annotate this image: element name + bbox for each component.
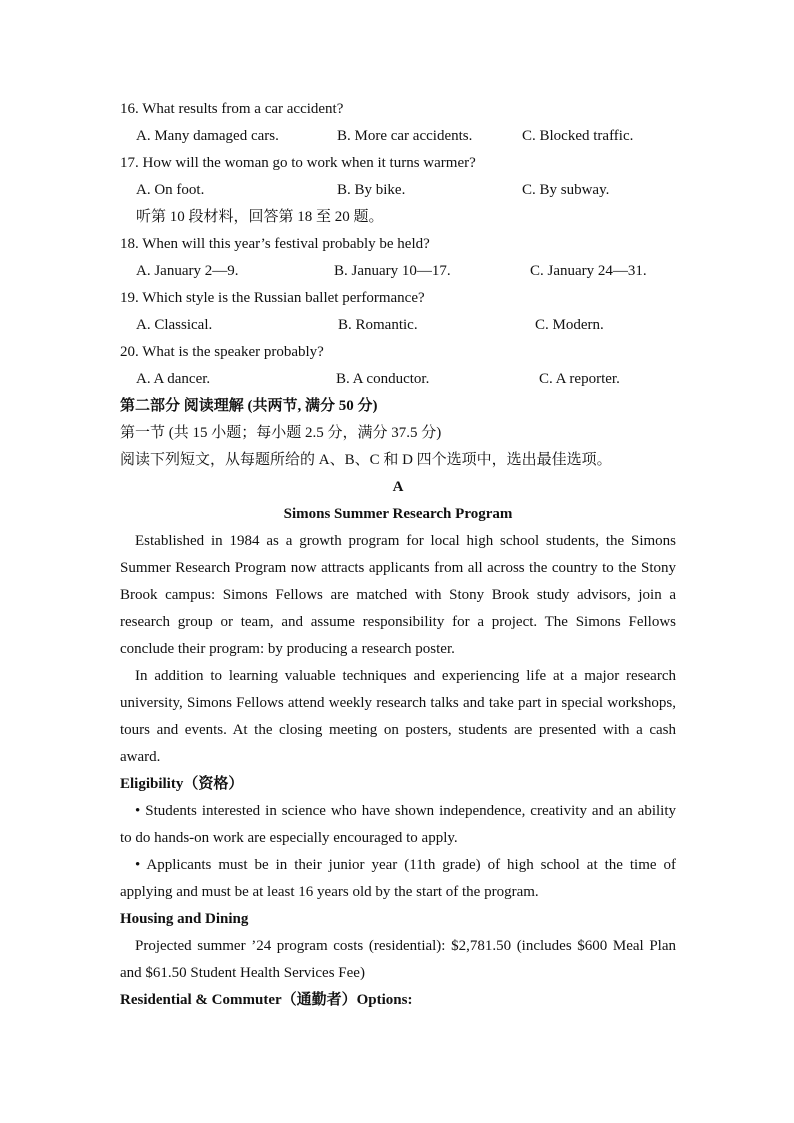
option-a: A. On foot. <box>136 182 205 198</box>
option-c: C. Modern. <box>535 317 604 333</box>
passage-letter: A <box>392 479 404 495</box>
eligibility-heading: Eligibility（资格） <box>120 776 244 792</box>
listening-instruction: 听第 10 段材料，回答第 18 至 20 题。 <box>136 209 384 225</box>
passage-title: Simons Summer Research Program <box>283 506 513 522</box>
question-16-options <box>120 123 676 150</box>
option-b: B. Romantic. <box>338 317 418 333</box>
option-b: B. January 10—17. <box>334 263 451 279</box>
reading-instruction: 阅读下列短文，从每题所给的 A、B、C 和 D 四个选项中，选出最佳选项。 <box>120 452 612 468</box>
question-16: 16. What results from a car accident? <box>120 101 344 117</box>
question-18: 18. When will this year’s festival probably be held? <box>120 236 430 252</box>
options-heading: Residential & Commuter（通勤者）Options: <box>120 992 413 1008</box>
section-title: 第二部分 阅读理解 (共两节, 满分 50 分) <box>120 398 378 414</box>
option-a: A. A dancer. <box>136 371 211 387</box>
option-c: C. By subway. <box>522 182 610 198</box>
eligibility-bullet-2: • Applicants must be in their junior year (11th grade) of high school at the time of applying and must be at least 16 years old by the start of the program. <box>120 857 676 900</box>
option-a: A. Classical. <box>136 317 213 333</box>
question-17-options <box>120 177 676 204</box>
question-17: 17. How will the woman go to work when it turns warmer? <box>120 155 476 171</box>
paragraph-1: Established in 1984 as a growth program for local high school students, the Simons Summer Research Program now attracts applicants from all across the country to the Stony Brook campus: Simons Fellows are matched with Stony Brook study advisors, join a research group or team, and assume responsibility for a project. The Simons Fellows conclude their program: by producing a research poster. <box>120 533 676 657</box>
option-a: A. Many damaged cars. <box>136 128 279 144</box>
option-c: C. A reporter. <box>539 371 620 387</box>
subsection-title: 第一节 (共 15 小题；每小题 2.5 分，满分 37.5 分) <box>120 425 442 441</box>
option-b: B. A conductor. <box>336 371 430 387</box>
option-b: B. More car accidents. <box>337 128 473 144</box>
question-19-options <box>120 312 676 339</box>
option-c: C. January 24—31. <box>530 263 647 279</box>
option-b: B. By bike. <box>337 182 406 198</box>
housing-text: Projected summer ’24 program costs (residential): $2,781.50 (includes $600 Meal Plan and $61.50 Student Health Services Fee) <box>120 938 676 981</box>
housing-heading: Housing and Dining <box>120 911 249 927</box>
page-content <box>120 96 676 1014</box>
option-a: A. January 2—9. <box>136 263 239 279</box>
question-19: 19. Which style is the Russian ballet performance? <box>120 290 425 306</box>
question-20: 20. What is the speaker probably? <box>120 344 324 360</box>
eligibility-bullet-1: • Students interested in science who have shown independence, creativity and an ability to do hands-on work are especially encouraged to apply. <box>120 803 676 846</box>
option-c: C. Blocked traffic. <box>522 128 634 144</box>
question-18-options <box>120 258 676 285</box>
paragraph-2: In addition to learning valuable techniques and experiencing life at a major research university, Simons Fellows attend weekly research talks and take part in special workshops, tours and events. At the closing meeting on posters, students are presented with a cash award. <box>120 668 676 765</box>
question-20-options <box>120 366 676 393</box>
